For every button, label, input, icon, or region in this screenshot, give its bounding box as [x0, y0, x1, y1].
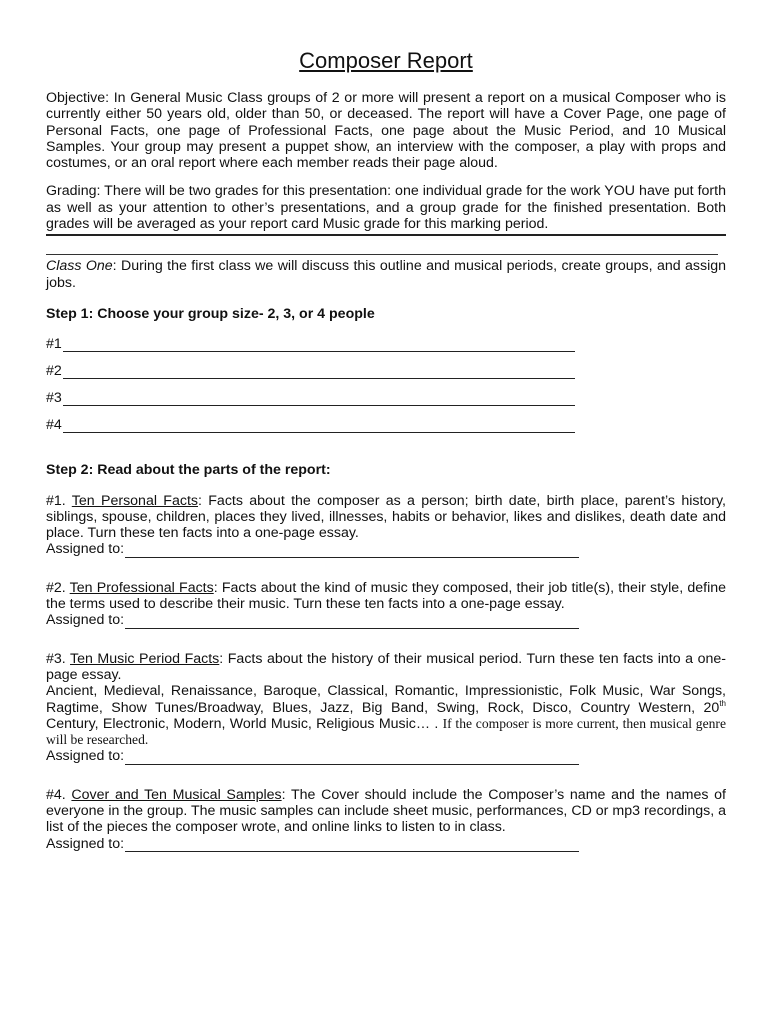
part-personal-facts	[46, 493, 726, 558]
member-number: #2	[46, 363, 62, 380]
assigned-blank[interactable]	[125, 544, 579, 558]
assigned-label: Assigned to:	[46, 541, 125, 558]
part-number: #3.	[46, 650, 71, 667]
class-one-label: Class One	[46, 258, 113, 275]
periods-text-b: Century, Electronic, Modern, World Music, Religious Music… .	[46, 715, 443, 732]
assigned-blank[interactable]	[125, 751, 579, 765]
step2-heading: Step 2: Read about the parts of the report:	[46, 462, 331, 479]
section-divider	[46, 254, 718, 255]
assigned-blank[interactable]	[125, 838, 579, 852]
member-line-2[interactable]	[46, 363, 726, 379]
assigned-label: Assigned to:	[46, 748, 125, 765]
part-description	[46, 580, 726, 613]
member-blank[interactable]	[63, 365, 575, 379]
assigned-to-line[interactable]	[46, 748, 726, 764]
member-line-1[interactable]	[46, 336, 726, 352]
part-text: : Facts about the composer as a person; birth date, birth place, parent’s history, siblings, spouse, children, places they lived, illnesses, habits or behavior, likes and dislikes, death date and place. Turn these ten facts into a one-page essay.	[46, 492, 726, 542]
music-periods-list	[46, 683, 726, 748]
part-description	[46, 651, 726, 684]
part-title: Ten Personal Facts	[71, 492, 198, 509]
member-number: #4	[46, 417, 62, 434]
member-line-3[interactable]	[46, 390, 726, 406]
part-professional-facts	[46, 580, 726, 629]
objective-paragraph: Objective: In General Music Class groups of 2 or more will present a report on a musical Composer who is currently either 50 years old, older than 50, or deceased. The report will have a Cover Page, one page of Personal Facts, one page of Professional Facts, one page about the Music Period, and 10 Musical Samples. Your group may present a puppet show, an interview with the composer, a play with props and costumes, or an oral report where each member reads their page aloud.	[46, 90, 726, 172]
part-number: #2.	[46, 579, 70, 596]
step1-heading: Step 1: Choose your group size- 2, 3, or 4 people	[46, 305, 375, 322]
part-description	[46, 787, 726, 836]
part-number: #1.	[46, 492, 72, 509]
member-blank[interactable]	[63, 392, 575, 406]
part-title: Ten Professional Facts	[69, 579, 214, 596]
member-number: #1	[46, 336, 62, 353]
grading-paragraph: Grading: There will be two grades for this presentation: one individual grade for the work YOU have put forth as well as your attention to other’s presentations, and a group grade for the finished presentation. Both grades will be averaged as your report card Music grade for this marking period.	[46, 183, 726, 236]
genre-note: If the composer is more current, then musical genre will be researched.	[46, 715, 726, 748]
part-description	[46, 493, 726, 542]
member-number: #3	[46, 390, 62, 407]
assigned-label: Assigned to:	[46, 835, 125, 852]
member-line-4[interactable]	[46, 417, 726, 433]
part-music-period-facts	[46, 651, 726, 765]
part-number: #4.	[46, 786, 72, 803]
class-one-paragraph	[46, 258, 726, 291]
part-title: Ten Music Period Facts	[70, 650, 220, 667]
periods-superscript: th	[719, 698, 726, 708]
member-blank[interactable]	[63, 419, 575, 433]
assigned-label: Assigned to:	[46, 612, 125, 629]
assigned-to-line[interactable]	[46, 836, 726, 852]
document-page	[46, 48, 726, 874]
assigned-to-line[interactable]	[46, 612, 726, 628]
periods-text-a: Ancient, Medieval, Renaissance, Baroque, Classical, Romantic, Impressionistic, Folk Music, War Songs, Ragtime, Show Tunes/Broadway, Blues, Jazz, Big Band, Swing, Rock, Disco, Country Western, 20	[46, 683, 726, 716]
assigned-to-line[interactable]	[46, 541, 726, 557]
part-text: : Facts about the history of their musical period. Turn these ten facts into a one-page essay.	[46, 650, 726, 683]
part-cover-and-samples	[46, 787, 726, 852]
assigned-blank[interactable]	[125, 615, 579, 629]
page-title: Composer Report	[299, 48, 473, 73]
part-title: Cover and Ten Musical Samples	[71, 786, 282, 803]
member-blank[interactable]	[63, 338, 575, 352]
part-text: : Facts about the kind of music they composed, their job title(s), their style, define the terms used to describe their music. Turn these ten facts into a one-page essay.	[46, 579, 726, 613]
part-text: : The Cover should include the Composer’s name and the names of everyone in the group. The music samples can include sheet music, performances, CD or mp3 recordings, a list of the pieces the composer wrote, and online links to listen to in class.	[46, 786, 726, 836]
class-one-text: : During the first class we will discuss this outline and musical periods, create groups, and assign jobs.	[46, 258, 727, 291]
